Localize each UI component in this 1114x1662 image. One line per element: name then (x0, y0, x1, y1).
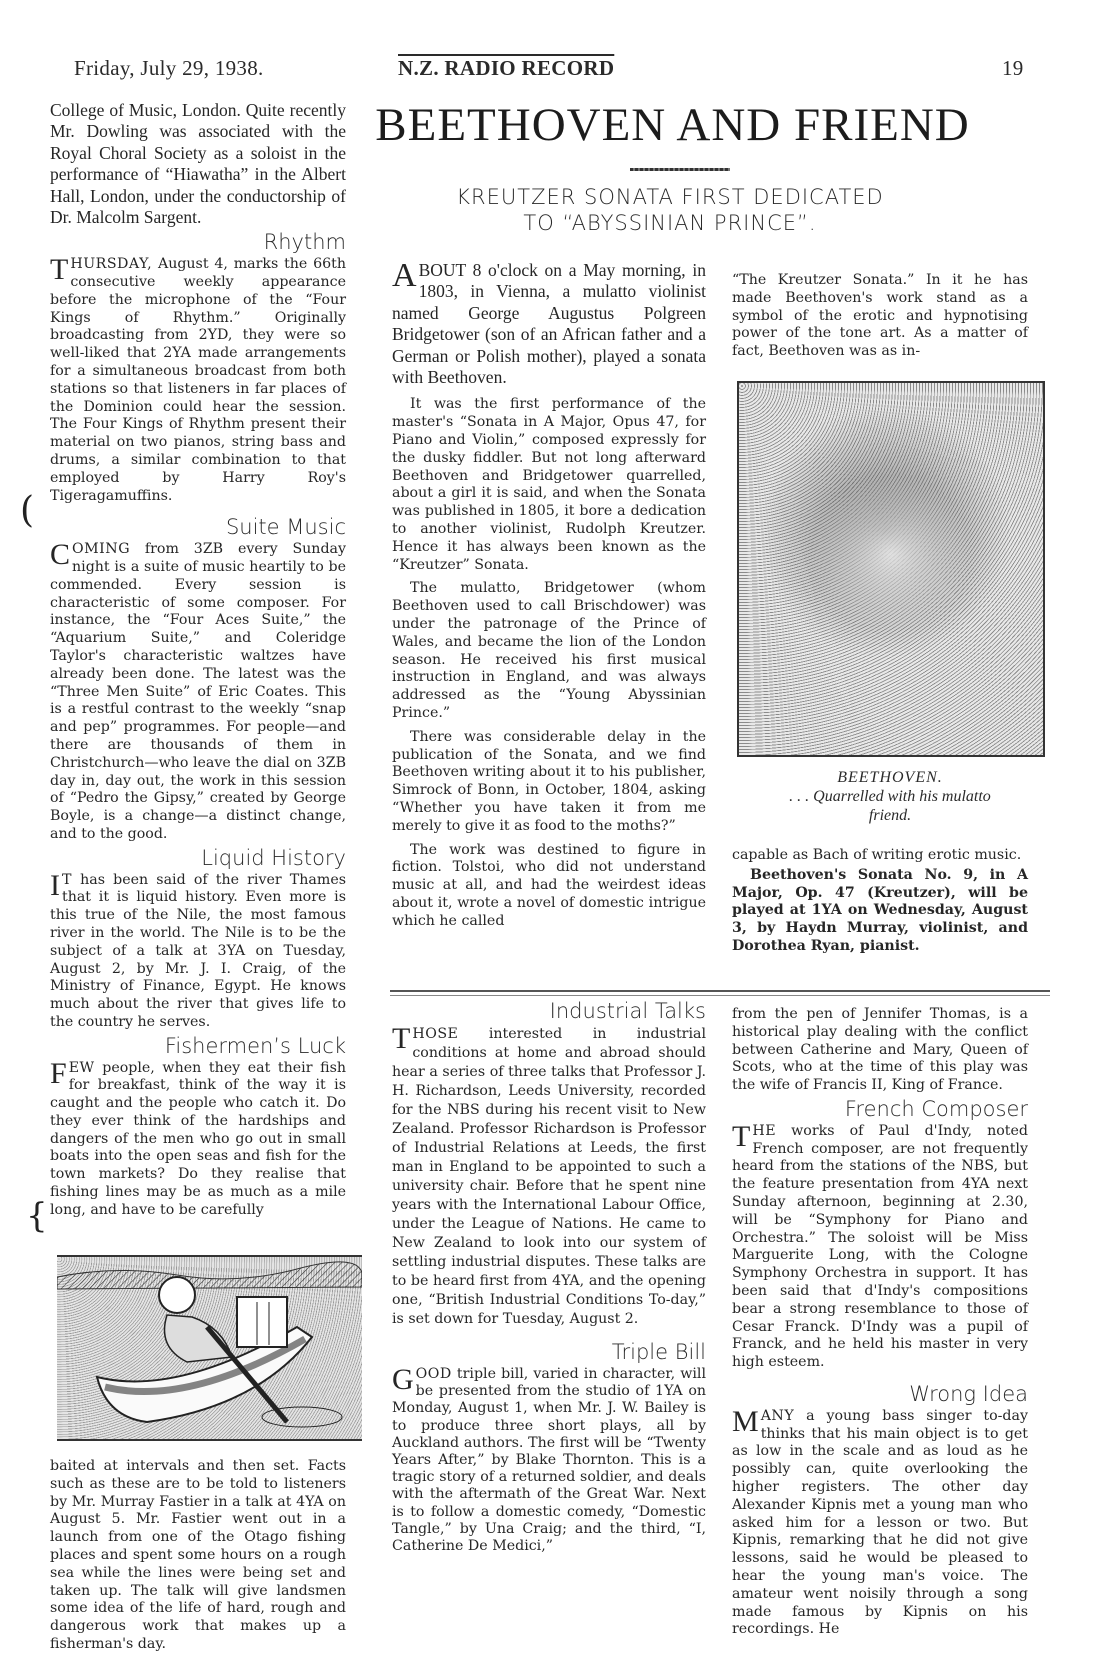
article-industrial-talks: THOSE interested in industrial conditions at home and abroad should hear a series of three talks that Professor J. H. Richardson, Leeds University, recorded for the NBS during his recent visit to New Zealand. Professor Richardson is Professor of Industrial Relations at Leeds, the first man in England to be appointed to such a university chair. Before that he spent nine years with the International Labour Office, under the League of Nations. He came to New Zealand to look into our system of settling industrial disputes. These talks are to be heard first from 4YA, and the opening one, “British Industrial Conditions To-day,” is set down for Tuesday, August 2. (392, 1022, 706, 1327)
article-fishermens-luck: FEW people, when they eat their fish for breakfast, think of the way it is caught and the people who catch it. Do they ever think of the hardships and dangers of the men who go out in small boats into the open seas and fish for the town markets? Do they realise that fishing lines may be as much as a mile long, and have to be carefully (50, 1056, 346, 1218)
feature-column-middle (392, 257, 706, 937)
feature-paragraph: It was the first performance of the master's “Sonata in A Major, Opus 47, for Piano and Violin,” composed expressly for the dusky fiddler. But not long afterward Beethoven and Bridgetower quarrelled, about a girl it is said, and when the Sonata was published in 1805, it bore a dedication to another violinist, Rudolph Kreutzer. Hence it has always been known as the “Kreutzer” Sonata. (392, 396, 706, 573)
margin-bracket-mark: { (26, 1196, 48, 1236)
heading-fishermens-luck: Fishermen’s Luck (164, 1033, 346, 1058)
dropcap: G (392, 1363, 414, 1396)
triple-bill-continued: from the pen of Jennifer Thomas, is a historical play dealing with the conflict between Catherine and Mary, Queen of Scots, who at the time of this play was the wife of Francis II, King of France. (732, 1006, 1028, 1094)
rowboat-drawing-icon (57, 1257, 362, 1439)
feature-lead-paragraph: ABOUT 8 o'clock on a May morning, in 1803, in Vienna, a mulatto violinist named George Augustus Polgreen Bridgetower (son of an African father and a German or Polish mother), played a sonata with Beethoven. (392, 257, 706, 388)
heading-wrong-idea: Wrong Idea (909, 1381, 1028, 1406)
left-column (50, 100, 346, 1226)
beethoven-portrait-image (737, 381, 1045, 757)
fishermens-luck-continued: baited at intervals and then set. Facts such as these are to be told to listeners by Mr. Murray Fastier in a talk at 4YA on August 5. Mr. Fastier went out in a launch from one of the Otago fishing places and spent some hours on a rough sea while the lines were being set and taken up. The talk will give landsmen some idea of the life of hard, rough and dangerous work that makes up a fisherman's day. (50, 1458, 346, 1652)
page-number: 19 (1002, 56, 1024, 80)
dropcap: F (50, 1056, 67, 1090)
heading-french-composer: French Composer (844, 1096, 1028, 1121)
broadcast-note: Beethoven's Sonata No. 9, in A Major, Op. 47 (Kreutzer), will be played at 1YA on Wednesday, August 3, by Haydn Murray, violinist, and Dorothea Ryan, pianist. (732, 866, 1028, 954)
heading-rhythm: Rhythm (263, 230, 346, 255)
dropcap: T (392, 1022, 411, 1055)
article-rhythm: THURSDAY, August 4, marks the 66th consecutive weekly appearance before the microphone of the “Four Kings of Rhythm.” Originally broadcasting from 2YD, they were so well-liked that 2YA made arrangements for a simultaneous broadcast from both stations so that listeners in far places of the Dominion could hear the session. The Four Kings of Rhythm present their material on two pianos, string bass and drums, a similar combination to that employed by Harry Roy's Tigeragamuffins. (50, 253, 346, 504)
article-triple-bill: GOOD triple bill, varied in character, will be presented from the studio of 1YA on Monday, August 1, when Mr. J. W. Bailey is to produce three short plays, all by Auckland authors. The first will be “Twenty Years After,” by Blake Thornton. This is a tragic story of a returned soldier, and deals with the aftermath of the Great War. Next is to follow a domestic comedy, “Domestic Tangle,” by Una Craig; and the third, “I, Catherine De Medici,” (392, 1363, 706, 1555)
feature-column-right-bottom: capable as Bach of writing erotic music. Beethoven's Sonata No. 9, in A Major, Op. 47 (Kreutzer), will be played at 1YA on Wednesday, August 3, by Haydn Murray, violinist, and Dorothea Ryan, pianist. (732, 847, 1028, 954)
column-middle-bottom (392, 999, 706, 1561)
margin-bracket-mark: ( (20, 490, 35, 531)
article-liquid-history: I T has been said of the river Thames that it is liquid history. Even more is this true of the Nile, the most famous river in the world. The Nile is to be the subject of a talk at 3YA on Tuesday, August 2, by Mr. J. I. Craig, of the Ministry of Finance, Egypt. He knows much about the river that gives life to the country he serves. (50, 868, 346, 1030)
heading-suite-music: Suite Music (225, 515, 346, 540)
heading-triple-bill: Triple Bill (611, 1340, 706, 1364)
column-right-bottom (732, 1006, 1028, 1645)
portrait-caption: BEETHOVEN. . . . Quarrelled with his mulatto friend. (789, 769, 991, 824)
feature-subheadline: KREUTZER SONATA FIRST DEDICATED TO “ABYSSINIAN PRINCE”. (456, 185, 884, 235)
feature-paragraph: The work was destined to figure in fiction. Tolstoi, who did not understand music at all, and had the weirdest ideas about it, wrote a novel of domestic intrigue which he called (392, 841, 706, 929)
heading-industrial-talks: Industrial Talks (549, 999, 706, 1023)
dropcap: T (50, 253, 69, 287)
dropcap: C (50, 538, 71, 572)
dropcap: T (732, 1119, 751, 1153)
issue-date: Friday, July 29, 1938. (74, 56, 264, 80)
article-wrong-idea: MANY a young bass singer to-day thinks that his main object is to get as low in the scale and as loud as he possibly can, quite overlooking the higher registers. The other day Alexander Kipnis met a young man who asked him for a lesson or two. But Kipnis, remarking that he did not give lessons, said he would be pleased to hear the young man's voice. The amateur went noisily through a song made famous by Kipnis on his recordings. He (732, 1404, 1028, 1638)
feature-column-right: “The Kreutzer Sonata.” In it he has made Beethoven's work stand as a symbol of the erotic and hypnotising power of the tone art. As a matter of fact, Beethoven was as in- (732, 272, 1028, 360)
dropcap: I (50, 868, 60, 902)
headline-divider (630, 168, 730, 171)
feature-paragraph: There was considerable delay in the publication of the Sonata, and we find Beethoven writing about it to his publisher, Simrock of Bonn, in October, 1804, asking “Whether you have taken it from me merely to give it as food to the moths?” (392, 728, 706, 834)
publication-title: N.Z. RADIO RECORD (398, 56, 615, 80)
dropcap: A (392, 257, 417, 294)
article-suite-music: COMING from 3ZB every Sunday night is a suite of music heartily to be commended. Every session is characteristic of some composer. For instance, the “Four Aces Suite,” the “Aquarium Suite,” and Coleridge Taylor's characteristic waltzes have already been done. The latest was the “Three Men Suite” of Eric Coates. This is a restful contrast to the weekly “snap and pep” programmes. For people—and there are thousands of them in Christchurch—who leave the dial on 3ZB day in, day out, the work in this session of “Pedro the Gipsy,” created by George Boyle, is a change—a distinct change, and to the good. (50, 538, 346, 842)
section-divider (390, 990, 1050, 996)
feature-headline: BEETHOVEN AND FRIEND (375, 99, 970, 151)
dropcap: M (732, 1404, 759, 1438)
article-french-composer: THE works of Paul d'Indy, noted French composer, are not frequently heard from the stations of the NBS, but the feature presentation from 4YA next Sunday afternoon, beginning at 2.30, will be “Symphony for Piano and Orchestra.” The soloist will be Miss Marguerite Long, with the Cologne Symphony Orchestra in support. It has been said that d'Indy's compositions bear a strong resemblance to those of Cesar Franck. D'Indy was a pupil of Franck, and he held his master in very high esteem. (732, 1119, 1028, 1371)
fisherman-cartoon-illustration (57, 1255, 362, 1441)
heading-liquid-history: Liquid History (201, 845, 346, 870)
feature-paragraph: The mulatto, Bridgetower (whom Beethoven used to call Brischdower) was under the patronage of the Prince of Wales, and became the lion of the London season. He received his first musical instruction in England, and was always addressed as the “Young Abyssinian Prince.” (392, 580, 706, 721)
continued-text: College of Music, London. Quite recently Mr. Dowling was associated with the Royal Choral Society as a soloist in the performance of “Hiawatha” in the Albert Hall, London, under the conductorship of Dr. Malcolm Sargent. (50, 100, 346, 228)
